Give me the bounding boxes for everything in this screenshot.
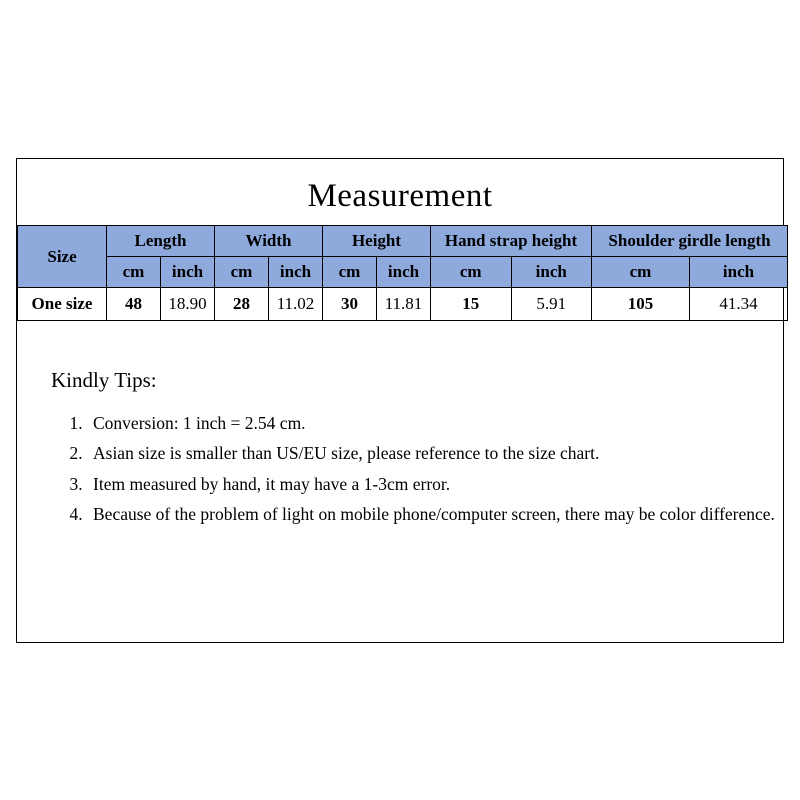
list-item [87, 470, 783, 498]
header-length: Length [107, 226, 215, 257]
tips-list [51, 409, 783, 528]
table-group-header-row [18, 226, 788, 257]
header-unit-inch-length: inch [161, 257, 215, 288]
cell-length-inch: 18.90 [161, 288, 215, 321]
cell-hand-strap-inch: 5.91 [511, 288, 592, 321]
cell-shoulder-inch: 41.34 [690, 288, 788, 321]
tips-heading: Kindly Tips: [51, 368, 157, 392]
header-shoulder-girdle-length: Shoulder girdle length [592, 226, 788, 257]
cell-width-inch: 11.02 [269, 288, 323, 321]
header-unit-cm-width: cm [215, 257, 269, 288]
header-width: Width [215, 226, 323, 257]
header-unit-inch-hand-strap: inch [511, 257, 592, 288]
header-unit-cm-hand-strap: cm [431, 257, 512, 288]
header-unit-inch-height: inch [377, 257, 431, 288]
cell-height-inch: 11.81 [377, 288, 431, 321]
table-body [18, 288, 788, 321]
table-header [18, 226, 788, 288]
header-unit-cm-shoulder: cm [592, 257, 690, 288]
tip-text: Conversion: 1 inch = 2.54 cm. [93, 413, 306, 433]
header-unit-cm-length: cm [107, 257, 161, 288]
header-unit-cm-height: cm [323, 257, 377, 288]
tip-text: Asian size is smaller than US/EU size, please reference to the size chart. [93, 443, 600, 464]
tip-text: Because of the problem of light on mobile phone/computer screen, there may be color difference. [93, 504, 775, 525]
table-row [18, 288, 788, 321]
header-unit-inch-shoulder: inch [690, 257, 788, 288]
cell-hand-strap-cm: 15 [431, 288, 512, 321]
kindly-tips-section [17, 321, 783, 528]
measurement-card [16, 158, 784, 643]
header-size: Size [18, 226, 107, 288]
tip-text: Item measured by hand, it may have a 1-3cm error. [93, 473, 451, 494]
table-unit-header-row [18, 257, 788, 288]
cell-height-cm: 30 [323, 288, 377, 321]
cell-shoulder-cm: 105 [592, 288, 690, 321]
cell-width-cm: 28 [215, 288, 269, 321]
header-height: Height [323, 226, 431, 257]
header-unit-inch-width: inch [269, 257, 323, 288]
cell-length-cm: 48 [107, 288, 161, 321]
list-item [87, 439, 783, 467]
list-item [87, 409, 783, 437]
list-item [87, 500, 783, 528]
header-hand-strap-height: Hand strap height [431, 226, 592, 257]
cell-size: One size [18, 288, 107, 321]
page-title: Measurement [307, 178, 493, 214]
measurement-table [17, 225, 788, 321]
